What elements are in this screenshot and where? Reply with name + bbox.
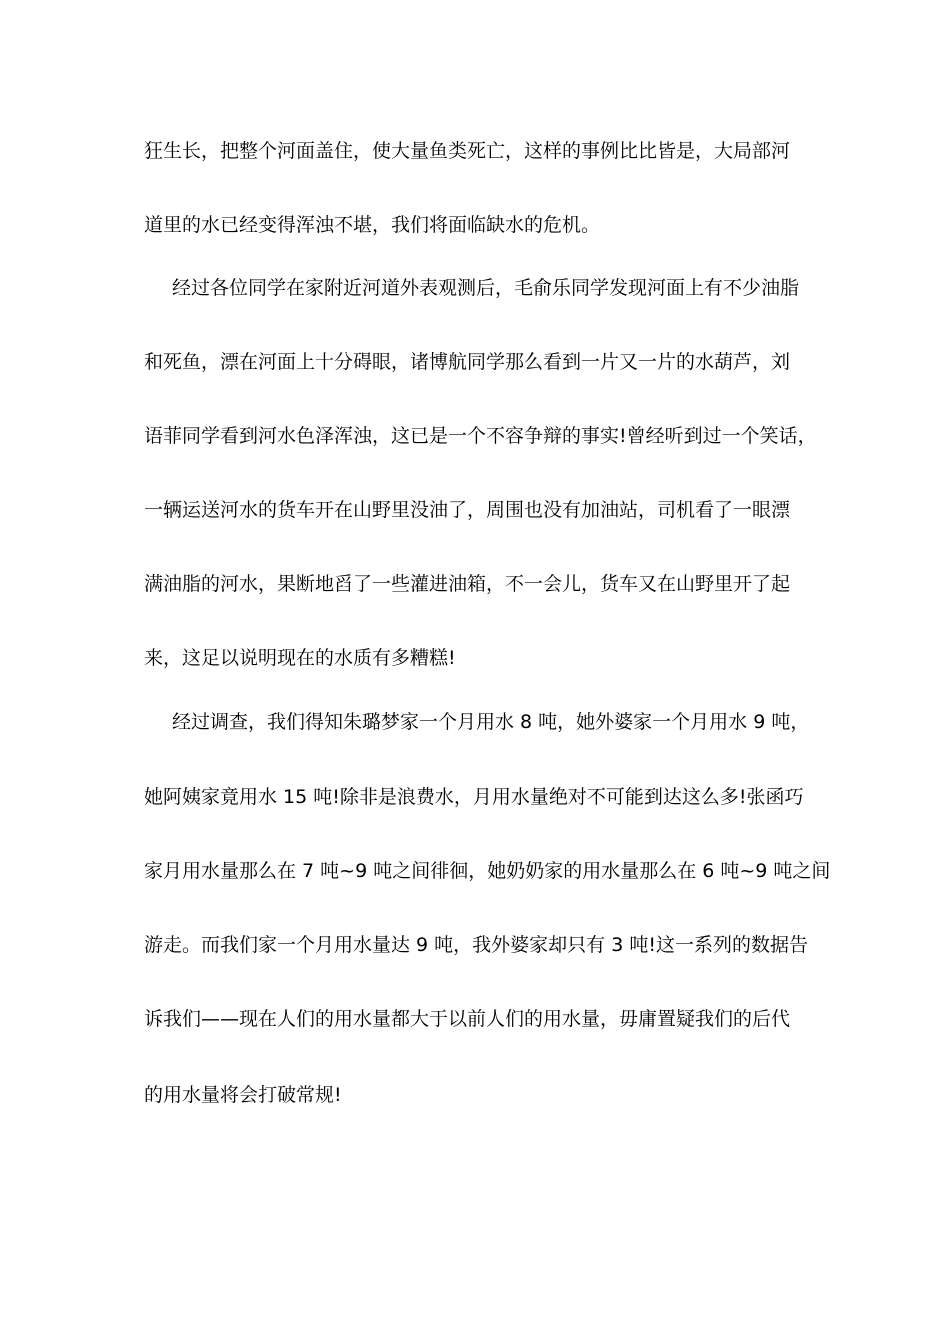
text-line: 游走。而我们家一个月用水量达 9 吨，我外婆家却只有 3 吨!这一系列的数据告	[144, 934, 808, 956]
text-line: 道里的水已经变得浑浊不堪，我们将面临缺水的危机。	[144, 214, 601, 236]
text-line: 来，这足以说明现在的水质有多糟糕!	[144, 647, 456, 669]
text-line: 狂生长，把整个河面盖住，使大量鱼类死亡，这样的事例比比皆是，大局部河	[144, 140, 791, 162]
text-line: 和死鱼，漂在河面上十分碍眼，诸博航同学那么看到一片又一片的水葫芦，刘	[144, 351, 791, 373]
text-line: 满油脂的河水，果断地舀了一些灌进油箱，不一会儿，货车又在山野里开了起	[144, 573, 791, 595]
text-line: 诉我们——现在人们的用水量都大于以前人们的用水量，毋庸置疑我们的后代	[144, 1008, 791, 1030]
text-line: 的用水量将会打破常规!	[144, 1084, 342, 1106]
text-line: 一辆运送河水的货车开在山野里没油了，周围也没有加油站，司机看了一眼漂	[144, 499, 791, 521]
text-line: 她阿姨家竟用水 15 吨!除非是浪费水，月用水量绝对不可能到达这么多!张函巧	[144, 786, 804, 808]
text-line: 语菲同学看到河水色泽浑浊，这已是一个不容争辩的事实!曾经听到过一个笑话，	[144, 425, 817, 447]
text-line: 家月用水量那么在 7 吨~9 吨之间徘徊，她奶奶家的用水量那么在 6 吨~9 吨之间	[144, 860, 831, 882]
paragraph-start-line: 经过调查，我们得知朱璐梦家一个月用水 8 吨，她外婆家一个月用水 9 吨，	[172, 711, 810, 733]
paragraph-start-line: 经过各位同学在家附近河道外表观测后，毛俞乐同学发现河面上有不少油脂	[172, 277, 800, 299]
